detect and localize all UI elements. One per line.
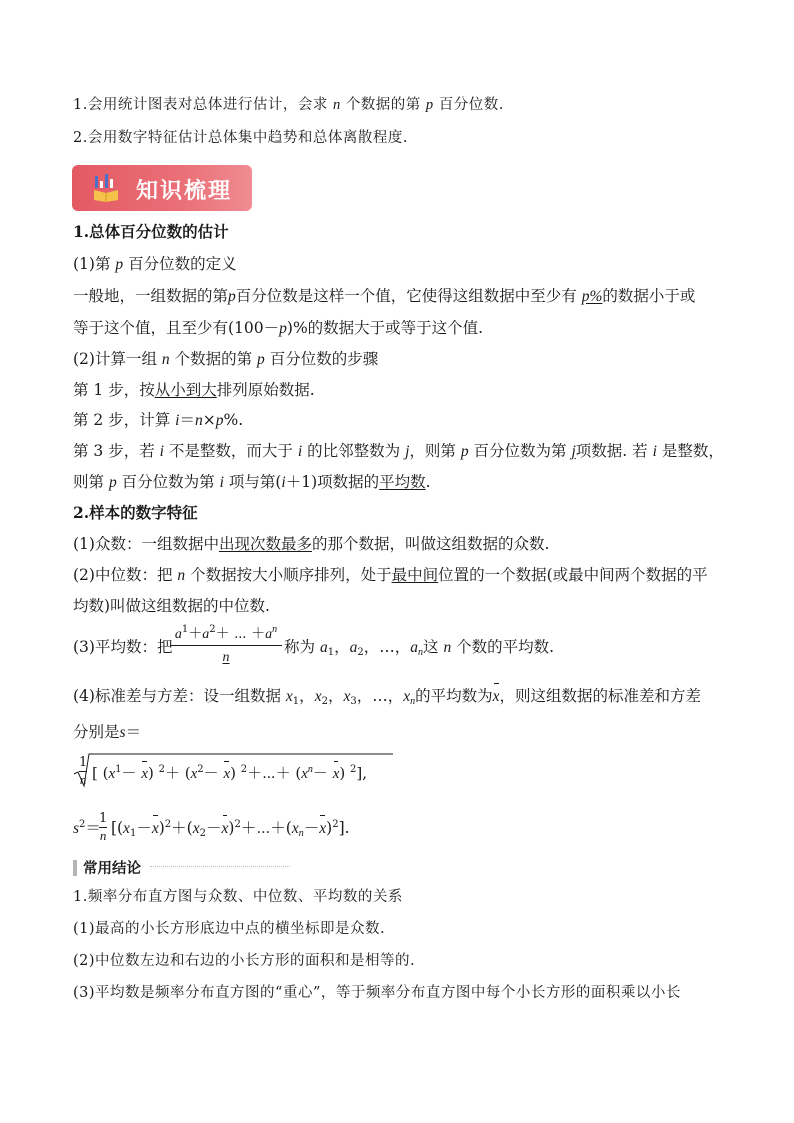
goal-line-1: 1.会用统计图表对总体进行估计，会求 n 个数据的第 p 百分位数. [73,97,504,113]
mean-fraction: $a^1+a^2+$ ⋯ $+a^n$ n [170,625,282,667]
blank-most-frequent: 出现次数最多 [218,535,312,553]
tag-divider [150,866,290,867]
sec2-sd-line2: 分别是s＝ [73,723,142,741]
common-line-4: (3)平均数是频率分布直方图的“重心”，等于频率分布直方图中每个小长方形的面积乘以小长 [73,985,681,1001]
blank-ascending: 从小到大 [154,381,217,399]
sec2-median-line1: (2)中位数：把 n 个数据按大小顺序排列，处于最中间位置的一个数据(或最中间两个数据的平 [73,566,708,584]
common-line-2: (1)最高的小长方形底边中点的横坐标即是众数. [73,921,386,937]
sec1-step2: 第 2 步，计算 i＝n×p%. [73,411,244,429]
banner-title: 知识梳理 [136,179,233,204]
common-line-3: (2)中位数左边和右边的小长方形的面积和是相等的. [73,953,416,969]
sec1-step1: 第 1 步，按从小到大排列原始数据. [73,381,315,399]
sec1-step3-line2: 则第 p 百分位数为第 i 项与第(i＋1)项数据的平均数. [73,473,431,491]
std-formula: [ $(x^1- x)$ $^2+ (x^2- x)$ $^2$＋⋯＋ $(x^n- x)$ $^2$], [92,764,367,782]
blank-p-percent: p% [581,288,603,305]
common-line-1: 1.频率分布直方图与众数、中位数、平均数的关系 [73,889,403,905]
variance-frac: 1 n [99,811,108,843]
sec1-sub2: (2)计算一组 n 个数据的第 p 百分位数的步骤 [73,350,379,368]
sec2-sd-line1: (4)标准差与方差：设一组数据 $x_1$，$x_2$，$x_3$，…，$x_n$的平均数为x，则这组数据的标准差和方差 [73,687,702,707]
sec1-sub1: (1)第 p 百分位数的定义 [73,255,237,273]
section-1-title: 1.总体百分位数的估计 [73,222,229,241]
sec1-def-line1: 一般地，一组数据的第p百分位数是这样一个值，它使得这组数据中至少有 p%的数据小于或 [73,287,696,305]
section-banner [72,165,252,211]
blank-j: j [571,443,576,460]
sec2-median-line2: 均数)叫做这组数据的中位数. [73,597,270,615]
sqrt-frac: 1 n [79,755,88,787]
sec1-def-line2: 等于这个值，且至少有(100－p)%的数据大于或等于这个值. [73,319,484,337]
section-2-title: 2.样本的数字特征 [73,503,198,522]
sec2-mean-a: (3)平均数：把 [73,638,173,656]
sec1-step3-line1: 第 3 步，若 i 不是整数，而大于 i 的比邻整数为 j，则第 p 百分位数为第 j项数据. 若 i 是整数， [73,442,724,460]
variance-formula: $s^2=$ $[(x_1-x)^2+(x_2-x)^2+\cdots+(x_n-x)^2]$. [73,819,350,839]
blank-mean: 平均数 [379,473,426,491]
blank-middle: 最中间 [391,566,439,584]
sec2-mode: (1)众数：一组数据中出现次数最多的那个数据，叫做这组数据的众数. [73,535,550,553]
book-chart-icon [92,172,120,202]
sec2-mean-b: 称为 $a_1$，$a_2$，…，$a_n$这 n 个数的平均数. [284,638,555,658]
goal-line-2: 2.会用数字特征估计总体集中趋势和总体离散程度. [73,130,408,146]
common-tag: 常用结论 [73,857,141,878]
